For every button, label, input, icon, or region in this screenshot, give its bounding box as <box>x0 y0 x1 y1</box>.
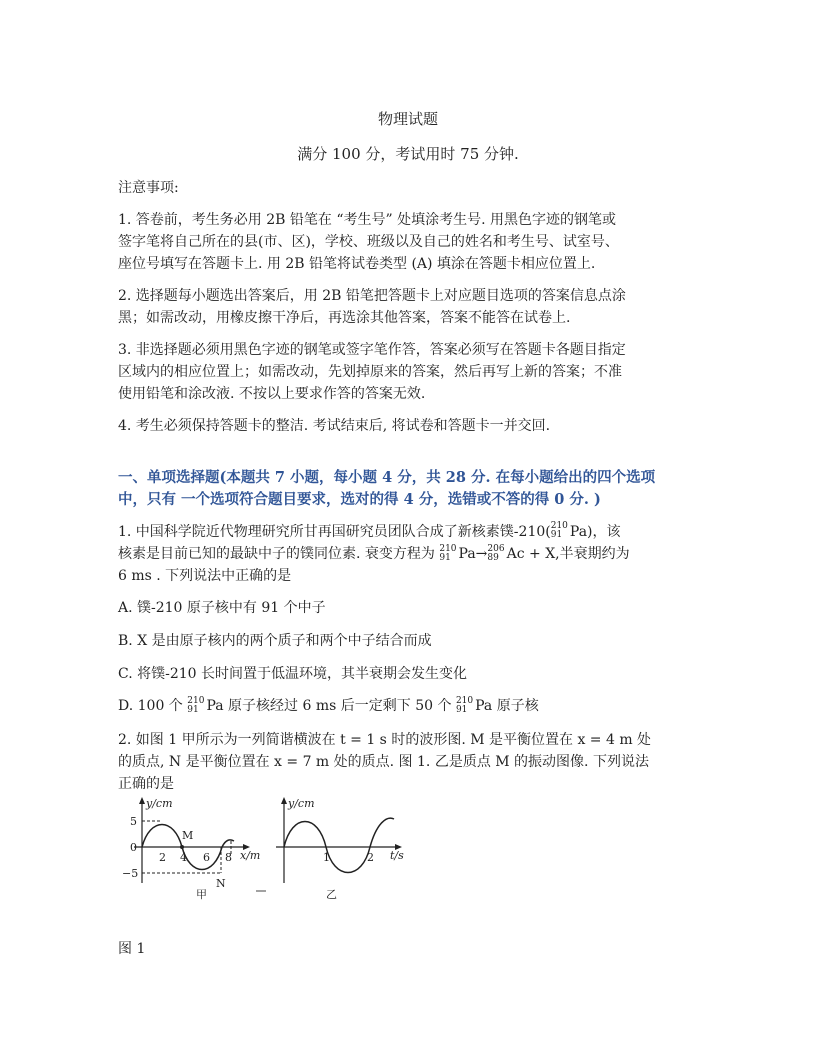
q2-stem-line-3: 正确的是 <box>118 776 174 792</box>
q1-stem-line-2 <box>118 543 718 563</box>
pa-mass-number: 210 <box>455 696 474 706</box>
q1-stem-text-2c: Ac + X <box>506 546 556 562</box>
q1-stem-text-1b: Pa)，该 <box>569 524 621 540</box>
q1-option-c: C. 将镤-210 长时间置于低温环境，其半衰期会发生变化 <box>118 666 468 682</box>
q1-option-b: B. X 是由原子核内的两个质子和两个中子结合而成 <box>118 633 432 649</box>
page-title: 物理试题 <box>377 110 438 128</box>
q1-option-d-text-c: Pa 原子核 <box>475 698 539 714</box>
right-graph-label: 乙 <box>326 888 337 900</box>
left-ytick-neg5: −5 <box>122 867 139 880</box>
left-x-label: x/m <box>240 849 261 862</box>
q2-stem-line-2: 的质点, N 是平衡位置在 x = 7 m 处的质点. 图 1. 乙是质点 M 的振动图像. 下列说法 <box>118 754 649 770</box>
left-ytick-5: 5 <box>130 815 137 828</box>
q1-stem-text-1a: 1. 中国科学院近代物理研究所甘再国研究员团队合成了新核素镤-210( <box>118 524 551 540</box>
point-n-label: N <box>216 877 226 890</box>
right-xtick-2: 2 <box>367 851 374 864</box>
left-xtick-2: 2 <box>159 851 166 864</box>
pa-atomic-number: 91 <box>550 530 563 540</box>
q1-option-d-text-a: D. 100 个 <box>118 698 183 714</box>
right-y-arrow <box>281 797 287 804</box>
notice-item-4-line-1: 4. 考生必须保持答题卡的整洁. 考试结束后, 将试卷和答题卡一并交回. <box>118 418 551 434</box>
wave-graph-left <box>122 797 260 900</box>
notice-item-1-line-2: 签字笔将自己所在的县(市、区)，学校、班级以及自己的姓名和考生号、试室号、 <box>118 234 619 250</box>
left-ytick-0: 0 <box>130 841 137 854</box>
left-y-arrow <box>139 797 145 804</box>
point-m-dot <box>180 845 184 849</box>
q1-stem-line-3: 6 ms . 下列说法中正确的是 <box>118 568 292 584</box>
notice-item-3-line-3: 使用铅笔和涂改液. 不按以上要求作答的答案无效. <box>118 386 426 402</box>
pa-mass-number: 210 <box>439 544 457 554</box>
left-xtick-6: 6 <box>203 851 210 864</box>
pa-nuclide-numbers <box>187 697 204 715</box>
notice-item-1-line-3: 座位号填写在答题卡上. 用 2B 铅笔将试卷类型 (A) 填涂在答题卡相应位置上. <box>118 256 596 272</box>
q1-stem-text-2a: 核素是目前已知的最缺中子的镤同位素. 衰变方程为 <box>118 546 435 562</box>
right-x-label: t/s <box>390 849 404 862</box>
left-xtick-8: 8 <box>225 851 232 864</box>
figure-caption: 图 1 <box>118 941 146 957</box>
section-heading-line-2: 中，只有 一个选项符合题目要求，选对的得 4 分，选错或不答的得 0 分. ) <box>118 491 601 508</box>
wave-graph-right <box>276 797 404 900</box>
point-m-label: M <box>182 829 194 842</box>
ac-nuclide-numbers <box>487 545 504 563</box>
notice-item-2-line-1: 2. 选择题每小题选出答案后，用 2B 铅笔把答题卡上对应题目选项的答案信息点涂 <box>118 288 626 304</box>
pa-nuclide-symbol <box>551 522 570 540</box>
pa-nuclide-numbers <box>439 545 456 563</box>
ac-mass-number: 206 <box>487 544 505 554</box>
left-graph-label: 甲 <box>196 888 207 900</box>
pa-atomic-number: 91 <box>187 705 199 715</box>
q1-stem-line-1 <box>118 521 718 541</box>
q1-option-d-text-b: Pa 原子核经过 6 ms 后一定剩下 50 个 <box>206 698 452 714</box>
left-xtick-4: 4 <box>180 851 187 864</box>
pa-mass-number: 210 <box>187 696 205 706</box>
pa-mass-number: 210 <box>550 521 568 531</box>
right-vibration-curve <box>284 818 394 872</box>
notice-item-1-line-1: 1. 答卷前，考生务必用 2B 铅笔在 “考生号” 处填涂考生号. 用黑色字迹的钢笔或 <box>118 212 617 228</box>
wave-figure <box>118 795 418 900</box>
notice-heading: 注意事项: <box>118 180 179 196</box>
notice-item-3-line-1: 3. 非选择题必须用黑色字迹的钢笔或签字笔作答，答案必须写在答题卡各题目指定 <box>118 342 626 358</box>
q1-stem-text-2d: ,半衰期约为 <box>555 546 630 562</box>
q2-stem-line-1: 2. 如图 1 甲所示为一列简谐横波在 t = 1 s 时的波形图. M 是平衡位置在 x = 4 m 处 <box>118 732 652 748</box>
notice-item-2-line-2: 黑；如需改动，用橡皮擦干净后，再选涂其他答案，答案不能答在试卷上. <box>118 310 571 326</box>
q1-option-d <box>118 695 718 715</box>
pa-nuclide-numbers <box>456 697 473 715</box>
notice-item-3-line-2: 区域内的相应位置上；如需改动，先划掉原来的答案，然后再写上新的答案；不准 <box>118 364 622 380</box>
pa-atomic-number: 91 <box>439 553 451 563</box>
ac-atomic-number: 89 <box>487 553 499 563</box>
right-xtick-1: 1 <box>323 851 330 864</box>
right-y-label: y/cm <box>288 797 315 810</box>
section-heading-line-1: 一、单项选择题(本题共 7 小题，每小题 4 分，共 28 分. 在每小题给出的四个选项 <box>118 469 656 486</box>
page-subtitle: 满分 100 分，考试用时 75 分钟. <box>297 145 519 163</box>
left-y-label: y/cm <box>146 797 173 810</box>
q1-stem-text-2b: Pa→ <box>458 546 488 562</box>
q1-option-a: A. 镤-210 原子核中有 91 个中子 <box>118 600 326 616</box>
pa-atomic-number: 91 <box>455 705 468 715</box>
